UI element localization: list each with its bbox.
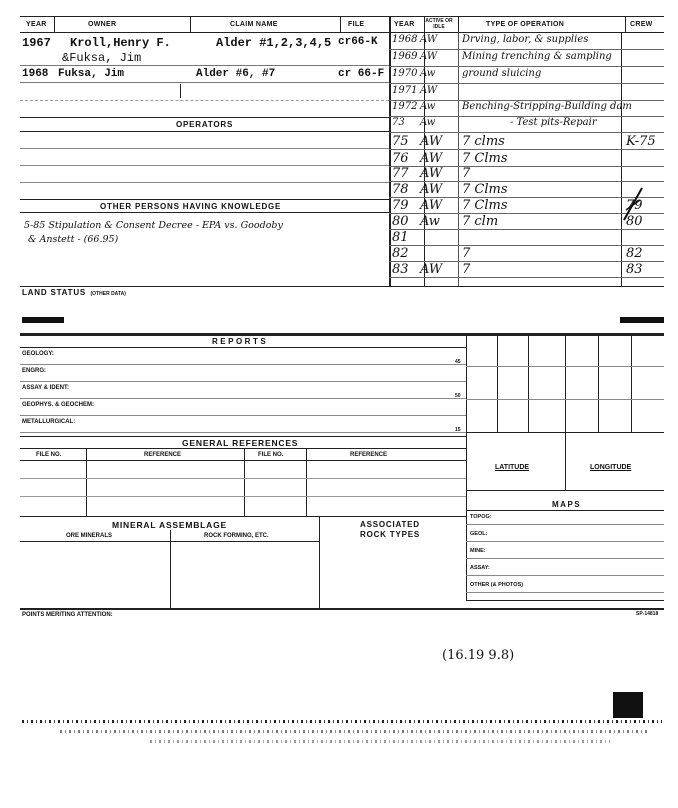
row-divider <box>466 524 664 525</box>
row-divider <box>20 182 389 183</box>
operation-type: 7 <box>462 166 471 181</box>
marker-mark <box>620 317 664 323</box>
scan-noise <box>22 720 662 723</box>
operation-status: AW <box>420 182 443 197</box>
operation-year: 77 <box>392 166 409 181</box>
operation-crew: 79 <box>626 198 643 213</box>
operation-type: 7 <box>462 246 471 261</box>
claim-owner: Fuksa, Jim <box>58 68 125 80</box>
operation-type: Mining trenching & sampling <box>462 51 612 62</box>
report-label: GEOPHYS. & GEOCHEM: <box>22 402 95 408</box>
operation-year: 76 <box>392 151 409 166</box>
operation-crew: 80 <box>626 214 643 229</box>
operation-status: AW <box>420 166 443 181</box>
operation-type: 7 clms <box>462 134 505 149</box>
mineral-title: MINERAL ASSEMBLAGE <box>112 520 227 530</box>
operation-year: 1972 <box>392 101 418 112</box>
row-divider <box>20 364 466 365</box>
header-file: FILE <box>348 21 365 28</box>
header-year-2: YEAR <box>394 21 415 28</box>
mineral-top-border <box>20 516 466 517</box>
knowledge-top-border <box>20 199 389 200</box>
claim-year: 1967 <box>22 36 51 50</box>
operation-status: AW <box>420 51 438 62</box>
operation-status: AW <box>420 85 438 96</box>
knowledge-note: & Anstett - (66.95) <box>28 234 119 245</box>
operators-title: OPERATORS <box>176 120 234 129</box>
refs-top-border <box>20 436 466 437</box>
row-divider <box>20 148 389 149</box>
claim-name: Alder #1,2,3,4,5 <box>216 36 332 50</box>
claim-file: cr 66-F <box>338 68 385 80</box>
report-label: GEOLOGY: <box>22 351 54 357</box>
row-divider <box>20 100 389 101</box>
map-row-label: GEOL: <box>470 531 488 537</box>
row-divider <box>20 82 389 83</box>
grid-line <box>466 366 664 367</box>
operation-year: 1968 <box>392 34 418 45</box>
operation-type: Drving, labor, & supplies <box>462 34 589 45</box>
report-label: METALLURGICAL: <box>22 419 76 425</box>
crew-column-marks <box>622 160 662 280</box>
knowledge-note: 5-85 Stipulation & Consent Decree - EPA vs. Goodoby <box>24 220 283 231</box>
row-divider <box>466 575 664 576</box>
operation-crew: 82 <box>626 246 643 261</box>
header-crew: CREW <box>630 21 653 28</box>
map-row-label: OTHER (& PHOTOS) <box>470 582 524 588</box>
row-divider <box>389 83 664 84</box>
associated-label: ASSOCIATED <box>360 520 420 529</box>
row-divider <box>466 558 664 559</box>
row-divider <box>389 149 664 150</box>
operation-year: 75 <box>392 134 409 149</box>
col-divider <box>190 16 191 32</box>
scan-blot <box>613 692 643 718</box>
row-divider <box>20 398 466 399</box>
operation-year: 82 <box>392 246 409 261</box>
operation-status: AW <box>420 198 443 213</box>
operation-type: - Test pits-Repair <box>510 117 597 128</box>
row-divider <box>20 381 466 382</box>
grid-line <box>244 448 245 516</box>
rock-forming-label: ROCK FORMING, ETC. <box>204 533 269 539</box>
col-divider <box>180 84 181 98</box>
row-divider <box>20 478 466 479</box>
top-border <box>20 16 664 17</box>
operation-type: 7 Clms <box>462 182 508 197</box>
refs-col-reference-2: REFERENCE <box>350 452 388 458</box>
refs-title: GENERAL REFERENCES <box>182 438 299 448</box>
operation-status: AW <box>420 262 443 277</box>
row-divider <box>466 541 664 542</box>
reports-top-border <box>20 333 664 336</box>
operation-year: 81 <box>392 230 409 245</box>
grid-line <box>565 432 566 490</box>
operation-year: 80 <box>392 214 409 229</box>
operation-status: AW <box>420 34 438 45</box>
row-divider <box>389 49 664 50</box>
refs-col-reference: REFERENCE <box>144 452 182 458</box>
reports-right-border <box>466 334 467 600</box>
claim-owner: &Fuksa, Jim <box>62 51 142 65</box>
grid-line <box>528 334 529 432</box>
ops-type-divider <box>458 32 459 286</box>
row-divider <box>20 65 389 66</box>
operators-top-border <box>20 117 389 118</box>
maps-title: MAPS <box>552 500 582 509</box>
operation-year: 78 <box>392 182 409 197</box>
operation-type: 7 <box>462 262 471 277</box>
refs-col-file-no: FILE NO. <box>36 452 62 458</box>
grid-line <box>565 334 566 432</box>
ore-minerals-label: ORE MINERALS <box>66 533 113 539</box>
operation-status: Aw <box>420 117 436 128</box>
header-bottom-border <box>20 32 664 33</box>
reports-header-border <box>20 347 466 348</box>
report-number: 15 <box>455 427 461 433</box>
row-divider <box>389 132 664 133</box>
operation-type: ground sluicing <box>462 68 542 79</box>
maps-header-border <box>466 510 664 511</box>
form-number: SP-14818 <box>636 611 659 617</box>
claim-name: Alder #6, #7 <box>196 68 276 80</box>
report-number: 50 <box>455 393 461 399</box>
rock-types-label: ROCK TYPES <box>360 530 421 539</box>
operation-year: 83 <box>392 262 409 277</box>
row-divider <box>466 592 664 593</box>
operation-type: 7 Clms <box>462 198 508 213</box>
operation-type: 7 Clms <box>462 151 508 166</box>
operation-status: Aw <box>420 101 436 112</box>
claim-year: 1968 <box>22 68 49 80</box>
operation-crew: 83 <box>626 262 643 277</box>
map-row-label: ASSAY: <box>470 565 490 571</box>
report-label: ASSAY & IDENT: <box>22 385 70 391</box>
row-divider <box>20 432 466 433</box>
operation-year: 1971 <box>392 85 418 96</box>
knowledge-header-border <box>20 212 389 213</box>
operation-year: 79 <box>392 198 409 213</box>
grid-line <box>631 334 632 432</box>
report-label: ENGRG: <box>22 368 46 374</box>
header-claim-name: CLAIM NAME <box>230 21 278 28</box>
scan-noise <box>60 730 650 733</box>
row-divider <box>20 165 389 166</box>
row-divider <box>389 66 664 67</box>
points-label: POINTS MERITING ATTENTION: <box>22 612 113 618</box>
operation-status: Aw <box>420 214 440 229</box>
col-divider <box>424 16 425 32</box>
maps-bottom-border <box>466 600 664 601</box>
grid-line <box>466 490 664 491</box>
land-status-label: LAND STATUS (OTHER DATA) <box>22 288 126 297</box>
map-row-label: TOPOG: <box>470 514 492 520</box>
operation-type: 7 clm <box>462 214 499 229</box>
header-type-of-operation: TYPE OF OPERATION <box>486 21 565 28</box>
col-divider <box>340 16 341 32</box>
claim-owner: Kroll,Henry F. <box>70 36 171 50</box>
grid-line <box>306 448 307 516</box>
grid-line <box>497 334 498 432</box>
scan-noise <box>150 740 610 743</box>
header-active-or-idle: ACTIVE OR IDLE <box>425 18 453 30</box>
header-owner: OWNER <box>88 21 117 28</box>
knowledge-title: OTHER PERSONS HAVING KNOWLEDGE <box>100 202 282 211</box>
col-divider <box>458 16 459 32</box>
refs-col-file-no-2: FILE NO. <box>258 452 284 458</box>
operation-status: AW <box>420 151 443 166</box>
map-row-label: MINE: <box>470 548 486 554</box>
grid-line <box>170 530 171 608</box>
operation-status: Aw <box>420 68 436 79</box>
operation-type: Benching-Stripping-Building dam <box>462 101 632 112</box>
grid-line <box>598 334 599 432</box>
operation-year: 1970 <box>392 68 418 79</box>
row-divider <box>20 496 466 497</box>
operators-header-border <box>20 131 389 132</box>
latitude-label: LATITUDE <box>495 464 530 471</box>
operation-status: AW <box>420 134 443 149</box>
header-year: YEAR <box>26 21 47 28</box>
row-divider <box>20 415 466 416</box>
points-top-border <box>20 608 664 610</box>
report-number: 45 <box>455 359 461 365</box>
grid-line <box>319 516 320 608</box>
claim-file: cr66-K <box>338 36 378 48</box>
reports-title: REPORTS <box>212 337 269 346</box>
longitude-label: LONGITUDE <box>590 464 632 471</box>
grid-line <box>466 399 664 400</box>
operation-year: 1969 <box>392 51 418 62</box>
col-divider <box>625 16 626 32</box>
col-divider <box>54 16 55 32</box>
operation-crew: K-75 <box>626 134 656 149</box>
operation-year: 73 <box>392 117 405 128</box>
marker-mark <box>22 317 64 323</box>
grid-line <box>86 448 87 516</box>
page-reference: (16.19 9.8) <box>442 648 515 663</box>
